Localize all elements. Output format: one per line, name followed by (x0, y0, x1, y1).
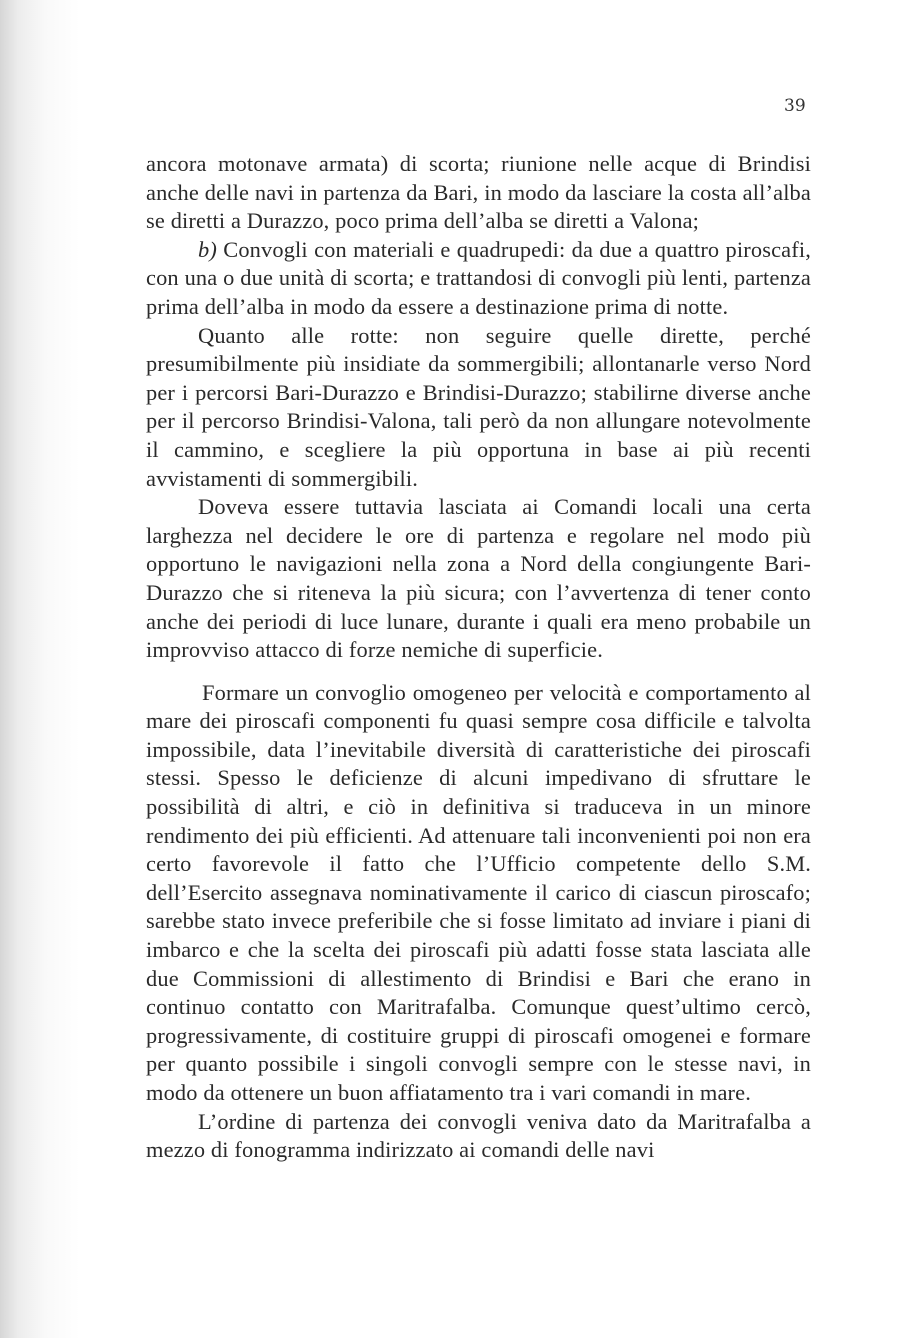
paragraph-item-b-text: Convogli con materiali e quadrupedi: da due a quattro piroscafi, con una o due unità di scorta; e trattandosi di convogli più lenti, partenza prima dell’alba in modo da essere a destinazione prima di notte. (146, 236, 811, 319)
page-number: 39 (784, 96, 806, 116)
paragraph-departure-order: L’ordine di partenza dei convogli veniva dato da Maritrafalba a mezzo di fonogramma indirizzato ai comandi delle navi (146, 1108, 811, 1163)
paragraph-convoy-formation: Formare un convoglio omogeneo per velocità e comportamento al mare dei piroscafi componenti fu quasi sempre cosa difficile e talvolta impossibile, data l’inevitabile diversità di caratteristiche dei piroscafi stessi. Spesso le deficienze di alcuni impedivano di sfruttare le possibilità di altri, e ciò in definitiva si traduceva in un minore rendimento dei più efficienti. Ad attenuare tali inconvenienti poi non era certo favorevole il fatto che l’Ufficio competente dello S.M. dell’Esercito assegnava nominativamente il carico di ciascun piroscafo; sarebbe stato invece preferibile che si fosse limitato ad inviare i piani di imbarco e che la scelta dei piroscafi più adatti fosse stata lasciata alle due Commissioni di allestimento di Brindisi e Bari che erano in continuo contatto con Maritrafalba. Comunque quest’ultimo cercò, progressivamente, di costituire gruppi di piroscafi omogenei e formare per quanto possibile i singoli convogli sempre con le stesse navi, in modo da ottenere un buon affiatamento tra i vari comandi in mare. (146, 679, 811, 1105)
paragraph-routes: Quanto alle rotte: non seguire quelle dirette, perché presumibilmente più insidiate da sommergibili; allontanarle verso Nord per i percorsi Bari-Durazzo e Brindisi-Durazzo; stabilirne diverse anche per il percorso Brindisi-Valona, tali però da non allungare notevolmente il cammino, e scegliere la più opportuna in base ai più recenti avvistamenti di sommergibili. (146, 322, 811, 491)
paragraph-item-b (146, 236, 811, 322)
paragraph-local-commands: Doveva essere tuttavia lasciata ai Comandi locali una certa larghezza nel decidere le ore di partenza e regolare nel modo più opportuno le navigazioni nella zona a Nord della congiungente Bari-Durazzo che si riteneva la più sicura; con l’avvertenza di tener conto anche dei periodi di luce lunare, durante i quali era meno probabile un improvviso attacco di forze nemiche di superficie. (146, 494, 811, 663)
item-marker: b) (198, 236, 217, 262)
body-text (146, 150, 811, 1165)
paragraph-continuation: ancora motonave armata) di scorta; riunione nelle acque di Brindisi anche delle navi in partenza da Bari, in modo da lasciare la costa all’alba se diretti a Durazzo, poco prima dell’alba se diretti a Valona; (146, 151, 811, 234)
